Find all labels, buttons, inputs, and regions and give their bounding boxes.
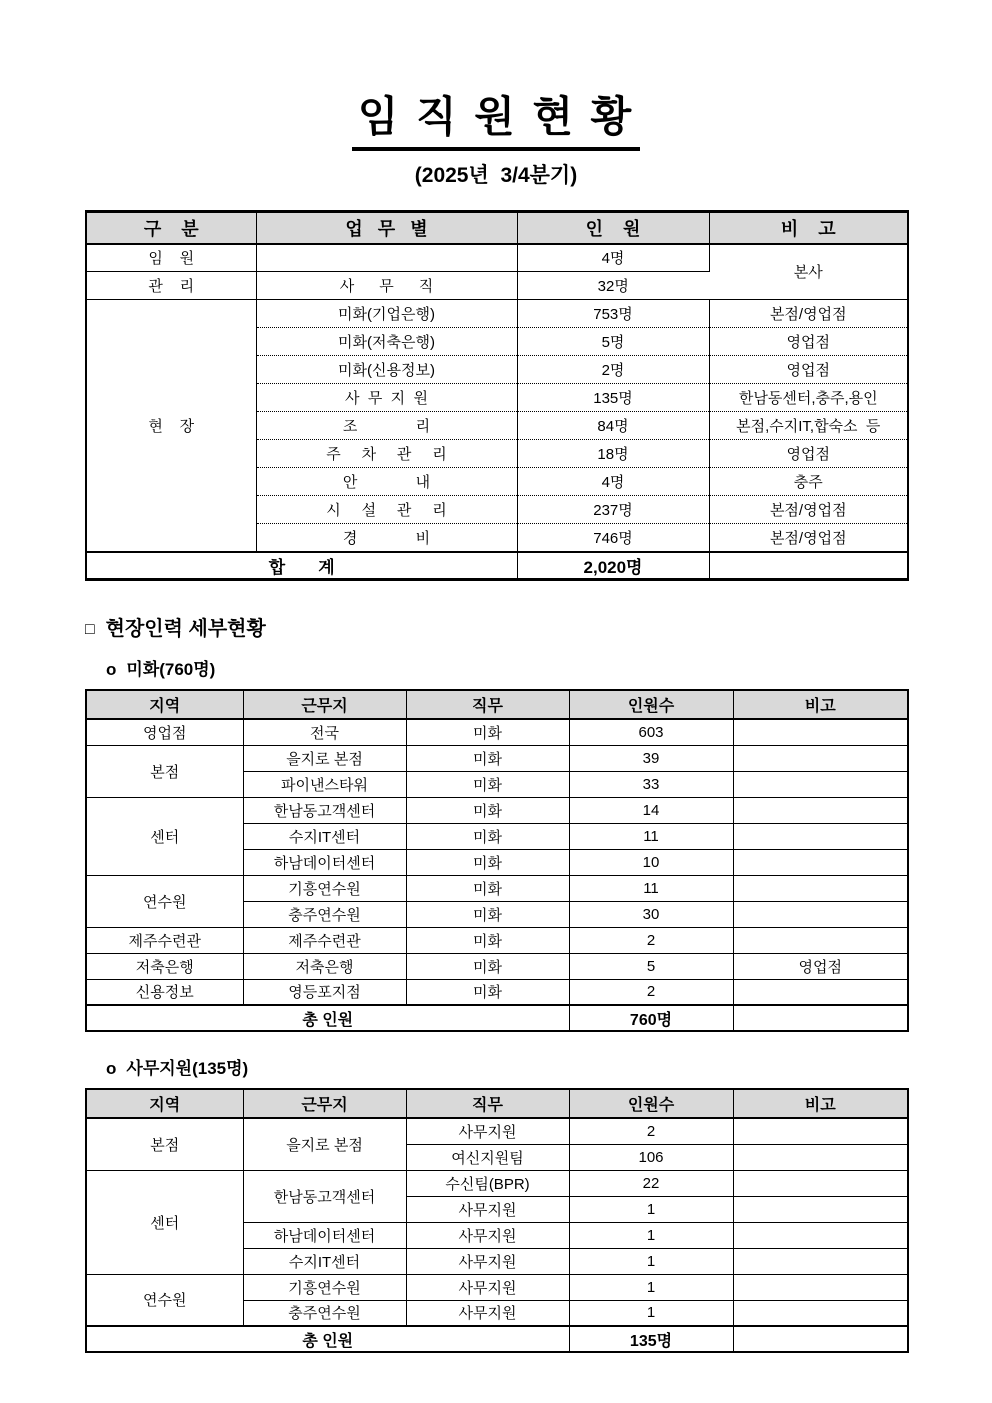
subsection-title: 미화(760명) xyxy=(126,660,216,679)
samu-total-row xyxy=(86,1326,908,1352)
gubun-cell: 관 리 xyxy=(86,272,256,300)
count-cell: 2 xyxy=(569,927,733,953)
task-cell: 안 내 xyxy=(256,468,517,496)
col-header-region: 지역 xyxy=(86,690,243,719)
count-cell: 106 xyxy=(569,1144,733,1170)
job-cell: 미화 xyxy=(406,927,569,953)
col-header-note: 비고 xyxy=(733,1089,908,1118)
count-cell: 18명 xyxy=(517,440,709,468)
task-cell: 조 리 xyxy=(256,412,517,440)
samujiwon-detail-table xyxy=(85,1088,909,1353)
page-title: 임 직 원 현 황 xyxy=(352,84,641,151)
col-header-note: 비고 xyxy=(733,690,908,719)
count-cell: 11 xyxy=(569,823,733,849)
site-cell: 을지로 본점 xyxy=(243,1118,406,1170)
circle-bullet-icon: o xyxy=(106,660,117,679)
task-cell: 시 설 관 리 xyxy=(256,496,517,524)
total-label-cell: 합 계 xyxy=(86,552,517,580)
site-cell: 제주수련관 xyxy=(243,927,406,953)
job-cell: 미화 xyxy=(406,979,569,1005)
count-cell: 753명 xyxy=(517,300,709,328)
task-cell xyxy=(256,244,517,272)
note-cell: 본점/영업점 xyxy=(709,300,908,328)
note-cell xyxy=(733,1222,908,1248)
count-cell: 14 xyxy=(569,797,733,823)
note-cell xyxy=(733,1170,908,1196)
note-cell: 영업점 xyxy=(733,953,908,979)
table-row xyxy=(86,953,908,979)
mihwa-detail-table xyxy=(85,689,909,1032)
task-cell: 경 비 xyxy=(256,524,517,552)
subsection-title: 사무지원(135명) xyxy=(126,1059,249,1078)
site-cell: 기흥연수원 xyxy=(243,875,406,901)
count-cell: 2명 xyxy=(517,356,709,384)
job-cell: 사무지원 xyxy=(406,1274,569,1300)
task-cell: 사 무 지 원 xyxy=(256,384,517,412)
table-row xyxy=(86,745,908,771)
mihwa-header-row xyxy=(86,690,908,719)
subsection-heading-samujiwon xyxy=(106,1054,907,1079)
note-cell xyxy=(733,1005,908,1031)
col-header-count: 인원수 xyxy=(569,690,733,719)
note-cell xyxy=(733,979,908,1005)
note-cell xyxy=(733,875,908,901)
job-cell: 수신팀(BPR) xyxy=(406,1170,569,1196)
region-cell: 신용정보 xyxy=(86,979,243,1005)
table-row xyxy=(86,927,908,953)
note-cell xyxy=(733,797,908,823)
job-cell: 사무지원 xyxy=(406,1118,569,1144)
count-cell: 4명 xyxy=(517,468,709,496)
count-cell: 1 xyxy=(569,1222,733,1248)
count-cell: 1 xyxy=(569,1274,733,1300)
total-label-cell: 총 인원 xyxy=(86,1326,569,1352)
note-cell: 본점/영업점 xyxy=(709,496,908,524)
region-cell: 저축은행 xyxy=(86,953,243,979)
note-cell xyxy=(733,719,908,745)
col-header-site: 근무지 xyxy=(243,1089,406,1118)
region-cell: 영업점 xyxy=(86,719,243,745)
count-cell: 4명 xyxy=(517,244,709,272)
site-cell: 하남데이터센터 xyxy=(243,1222,406,1248)
note-cell xyxy=(733,771,908,797)
region-cell: 본점 xyxy=(86,1118,243,1170)
region-cell: 센터 xyxy=(86,797,243,875)
table-row xyxy=(86,797,908,823)
count-cell: 135명 xyxy=(517,384,709,412)
job-cell: 미화 xyxy=(406,849,569,875)
job-cell: 미화 xyxy=(406,719,569,745)
field-label-cell: 현 장 xyxy=(86,300,256,552)
col-header-job: 직무 xyxy=(406,690,569,719)
site-cell: 한남동고객센터 xyxy=(243,797,406,823)
total-count-cell: 135명 xyxy=(569,1326,733,1352)
gubun-cell: 임 원 xyxy=(86,244,256,272)
site-cell: 을지로 본점 xyxy=(243,745,406,771)
page-subtitle: (2025년 3/4분기) xyxy=(414,164,578,187)
title-block xyxy=(85,84,907,151)
count-cell: 746명 xyxy=(517,524,709,552)
task-cell: 미화(기업은행) xyxy=(256,300,517,328)
note-cell: 본점,수지IT,합숙소 등 xyxy=(709,412,908,440)
count-cell: 10 xyxy=(569,849,733,875)
note-cell xyxy=(733,1196,908,1222)
note-cell: 한남동센터,충주,용인 xyxy=(709,384,908,412)
region-cell: 제주수련관 xyxy=(86,927,243,953)
count-cell: 2 xyxy=(569,1118,733,1144)
region-cell: 본점 xyxy=(86,745,243,797)
note-cell: 영업점 xyxy=(709,356,908,384)
col-header-count: 인 원 xyxy=(517,212,709,244)
region-cell: 센터 xyxy=(86,1170,243,1274)
samu-header-row xyxy=(86,1089,908,1118)
count-cell: 84명 xyxy=(517,412,709,440)
count-cell: 1 xyxy=(569,1300,733,1326)
table-row xyxy=(86,979,908,1005)
note-cell xyxy=(733,745,908,771)
site-cell: 파이낸스타워 xyxy=(243,771,406,797)
site-cell: 수지IT센터 xyxy=(243,1248,406,1274)
note-cell xyxy=(733,1300,908,1326)
mihwa-total-row xyxy=(86,1005,908,1031)
table-row xyxy=(86,719,908,745)
note-cell xyxy=(709,552,908,580)
total-label-cell: 총 인원 xyxy=(86,1005,569,1031)
summary-total-row xyxy=(86,552,908,580)
table-row xyxy=(86,1118,908,1144)
job-cell: 미화 xyxy=(406,901,569,927)
note-cell xyxy=(733,1274,908,1300)
task-cell: 사 무 직 xyxy=(256,272,517,300)
region-cell: 연수원 xyxy=(86,1274,243,1326)
note-cell xyxy=(733,901,908,927)
job-cell: 미화 xyxy=(406,745,569,771)
site-cell: 영등포지점 xyxy=(243,979,406,1005)
site-cell: 전국 xyxy=(243,719,406,745)
count-cell: 1 xyxy=(569,1248,733,1274)
job-cell: 사무지원 xyxy=(406,1222,569,1248)
job-cell: 미화 xyxy=(406,797,569,823)
count-cell: 603 xyxy=(569,719,733,745)
count-cell: 5 xyxy=(569,953,733,979)
job-cell: 미화 xyxy=(406,771,569,797)
section-heading xyxy=(85,612,907,641)
count-cell: 11 xyxy=(569,875,733,901)
job-cell: 사무지원 xyxy=(406,1248,569,1274)
summary-header-row xyxy=(86,212,908,244)
note-cell xyxy=(733,1326,908,1352)
site-cell: 충주연수원 xyxy=(243,901,406,927)
note-cell: 충주 xyxy=(709,468,908,496)
col-header-site: 근무지 xyxy=(243,690,406,719)
note-cell xyxy=(733,1248,908,1274)
count-cell: 2 xyxy=(569,979,733,1005)
count-cell: 237명 xyxy=(517,496,709,524)
total-count-cell: 760명 xyxy=(569,1005,733,1031)
count-cell: 32명 xyxy=(517,272,709,300)
job-cell: 사무지원 xyxy=(406,1196,569,1222)
site-cell: 충주연수원 xyxy=(243,1300,406,1326)
count-cell: 1 xyxy=(569,1196,733,1222)
job-cell: 미화 xyxy=(406,953,569,979)
total-count-cell: 2,020명 xyxy=(517,552,709,580)
task-cell: 미화(저축은행) xyxy=(256,328,517,356)
count-cell: 30 xyxy=(569,901,733,927)
employee-summary-table xyxy=(85,210,909,581)
section-title: 현장인력 세부현황 xyxy=(105,618,266,640)
count-cell: 5명 xyxy=(517,328,709,356)
subsection-heading-mihwa xyxy=(106,655,907,680)
col-header-region: 지역 xyxy=(86,1089,243,1118)
task-cell: 주 차 관 리 xyxy=(256,440,517,468)
table-row xyxy=(86,1170,908,1196)
note-cell: 본사 xyxy=(793,264,823,282)
table-row-imwon xyxy=(86,244,908,272)
table-row-field xyxy=(86,300,908,328)
count-cell: 22 xyxy=(569,1170,733,1196)
circle-bullet-icon: o xyxy=(106,1059,117,1078)
col-header-task: 업 무 별 xyxy=(256,212,517,244)
job-cell: 사무지원 xyxy=(406,1300,569,1326)
square-bullet-icon: □ xyxy=(85,621,95,638)
region-cell: 연수원 xyxy=(86,875,243,927)
note-cell: 영업점 xyxy=(709,328,908,356)
col-header-count: 인원수 xyxy=(569,1089,733,1118)
table-row xyxy=(86,875,908,901)
note-cell: 본점/영업점 xyxy=(709,524,908,552)
note-cell: 영업점 xyxy=(709,440,908,468)
task-cell: 미화(신용정보) xyxy=(256,356,517,384)
site-cell: 저축은행 xyxy=(243,953,406,979)
col-header-note: 비 고 xyxy=(709,212,908,244)
col-header-job: 직무 xyxy=(406,1089,569,1118)
note-cell xyxy=(733,823,908,849)
job-cell: 미화 xyxy=(406,875,569,901)
site-cell: 수지IT센터 xyxy=(243,823,406,849)
note-cell xyxy=(733,1118,908,1144)
site-cell: 기흥연수원 xyxy=(243,1274,406,1300)
col-header-gubun: 구 분 xyxy=(86,212,256,244)
count-cell: 39 xyxy=(569,745,733,771)
site-cell: 하남데이터센터 xyxy=(243,849,406,875)
note-cell xyxy=(733,1144,908,1170)
count-cell: 33 xyxy=(569,771,733,797)
note-cell xyxy=(733,927,908,953)
table-row xyxy=(86,1274,908,1300)
job-cell: 미화 xyxy=(406,823,569,849)
site-cell: 한남동고객센터 xyxy=(243,1170,406,1222)
note-cell xyxy=(733,849,908,875)
job-cell: 여신지원팀 xyxy=(406,1144,569,1170)
